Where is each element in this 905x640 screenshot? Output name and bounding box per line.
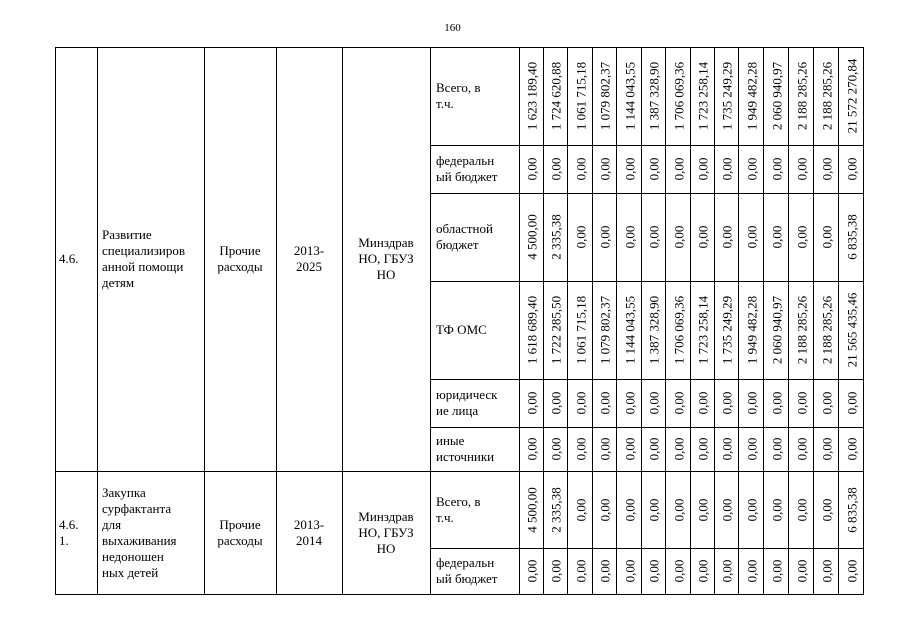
table-rule [714, 47, 715, 595]
amount-cell: 0,00 [573, 391, 588, 415]
amount-cell: 0,00 [794, 559, 809, 583]
amount-cell: 0,00 [794, 157, 809, 181]
amount-cell: 0,00 [744, 391, 759, 415]
amount-cell: 0,00 [646, 157, 662, 181]
amount-cell: 0,00 [844, 157, 859, 181]
amount-cell: 0,00 [719, 391, 735, 415]
funding-source-line: Всего, в [436, 80, 481, 95]
amount-cell: 0,00 [548, 437, 564, 461]
amount-cell: 1 387 328,90 [646, 61, 662, 131]
amount-cell: 0,00 [695, 498, 711, 521]
table-rule [97, 47, 98, 595]
table-rule [55, 471, 864, 472]
amount-cell: 0,00 [548, 391, 564, 415]
table-rule [430, 145, 864, 146]
amount-cell: 0,00 [744, 559, 759, 583]
amount-cell: 0,00 [671, 157, 686, 181]
amount-cell: 0,00 [819, 157, 834, 181]
table-rule [55, 47, 864, 48]
amount-cell: 0,00 [695, 225, 711, 249]
table-rule [430, 281, 864, 282]
amount-cell: 2 188 285,26 [794, 295, 809, 365]
funding-source-line: юридическ [436, 387, 498, 402]
table-rule [838, 47, 839, 595]
amount-cell: 0,00 [548, 559, 564, 583]
table-rule [430, 548, 864, 549]
executor-line: НО, ГБУЗ [358, 251, 414, 266]
funding-source-line: источники [436, 449, 495, 464]
period-line: 2013- [293, 516, 325, 532]
amount-cell: 1 722 285,50 [548, 295, 564, 365]
amount-cell: 0,00 [794, 225, 809, 249]
page-number: 160 [444, 22, 461, 34]
expense-type-line: расходы [217, 259, 263, 274]
amount-cell: 1 144 043,55 [622, 61, 637, 131]
amount-cell: 0,00 [622, 437, 637, 461]
item-code-line: 4.6. [59, 251, 79, 266]
table-rule [276, 47, 277, 595]
amount-cell: 0,00 [646, 498, 662, 521]
funding-source-line: ие лица [436, 403, 479, 418]
amount-cell: 0,00 [646, 391, 662, 415]
amount-cell: 0,00 [671, 391, 686, 415]
amount-cell: 1 061 715,18 [573, 61, 588, 131]
item-name-line: для [102, 516, 122, 532]
amount-cell: 2 060 940,97 [769, 61, 784, 131]
funding-source-line: ТФ ОМС [436, 322, 487, 337]
amount-cell: 0,00 [719, 225, 735, 249]
funding-source [436, 80, 517, 112]
amount-cell: 0,00 [819, 559, 834, 583]
item-name-line: Развитие [102, 227, 152, 242]
amount-cell: 0,00 [719, 157, 735, 181]
item-name-line: выхаживания [102, 532, 177, 548]
amount-cell: 0,00 [597, 391, 613, 415]
amount-cell: 0,00 [769, 225, 784, 249]
amount-cell: 2 188 285,26 [794, 61, 809, 131]
table-rule [738, 47, 739, 595]
amount-cell: 1 144 043,55 [622, 295, 637, 365]
funding-source [436, 433, 517, 465]
amount-cell: 0,00 [646, 559, 662, 583]
amount-cell: 0,00 [597, 157, 613, 181]
item-code [59, 517, 95, 549]
amount-cell: 0,00 [573, 157, 588, 181]
amount-cell: 2 188 285,26 [819, 295, 834, 365]
funding-source-line: ый бюджет [436, 571, 498, 586]
item-code-line: 1. [59, 532, 69, 548]
amount-cell: 0,00 [646, 225, 662, 249]
item-name-line: детям [102, 275, 135, 290]
amount-cell: 0,00 [524, 391, 540, 415]
amount-cell: 0,00 [524, 559, 540, 583]
period [278, 243, 340, 275]
amount-cell: 0,00 [695, 437, 711, 461]
amount-cell: 0,00 [744, 157, 759, 181]
table-rule [543, 47, 544, 595]
executor-line: НО, ГБУЗ [358, 524, 414, 540]
amount-cell: 1 623 189,40 [524, 61, 540, 131]
amount-cell: 0,00 [819, 225, 834, 249]
expense-type-line: расходы [217, 532, 263, 548]
amount-cell: 0,00 [573, 437, 588, 461]
amount-cell: 0,00 [622, 157, 637, 181]
item-name [102, 227, 203, 291]
amount-cell: 4 500,00 [524, 214, 540, 260]
amount-cell: 2 060 940,97 [769, 295, 784, 365]
amount-cell: 0,00 [573, 498, 588, 521]
amount-cell: 0,00 [844, 559, 859, 583]
amount-cell: 0,00 [671, 498, 686, 521]
amount-cell: 0,00 [622, 498, 637, 521]
amount-cell: 0,00 [524, 437, 540, 461]
table-rule [665, 47, 666, 595]
amount-cell: 0,00 [844, 437, 859, 461]
table-rule [430, 193, 864, 194]
table-rule [204, 47, 205, 595]
table-rule [641, 47, 642, 595]
item-code-line: 4.6. [59, 516, 79, 532]
table-rule [567, 47, 568, 595]
amount-cell: 0,00 [719, 437, 735, 461]
funding-source [436, 322, 517, 338]
funding-source-line: ый бюджет [436, 169, 498, 184]
table-rule [430, 427, 864, 428]
amount-cell: 0,00 [671, 225, 686, 249]
table-rule [863, 47, 864, 595]
item-name-line: специализиров [102, 243, 185, 258]
funding-source-line: областной [436, 221, 493, 236]
amount-cell: 4 500,00 [524, 486, 540, 533]
amount-cell: 0,00 [622, 559, 637, 583]
amount-cell: 0,00 [524, 157, 540, 181]
table-rule [519, 47, 520, 595]
amount-cell: 1 949 482,28 [744, 295, 759, 365]
executor [344, 509, 428, 557]
amount-cell: 0,00 [671, 559, 686, 583]
item-name-line: Закупка [102, 484, 146, 500]
amount-cell: 1 949 482,28 [744, 61, 759, 131]
executor-line: Минздрав [358, 508, 414, 524]
funding-source-line: бюджет [436, 237, 479, 252]
table-rule [616, 47, 617, 595]
amount-cell: 0,00 [819, 391, 834, 415]
item-code [59, 251, 95, 267]
amount-cell: 0,00 [548, 157, 564, 181]
amount-cell: 1 735 249,29 [719, 295, 735, 365]
funding-source-line: федеральн [436, 153, 495, 168]
amount-cell: 0,00 [695, 559, 711, 583]
amount-cell: 0,00 [844, 391, 859, 415]
executor-line: Минздрав [358, 235, 414, 250]
amount-cell: 1 079 802,37 [597, 295, 613, 365]
period-line: 2014 [296, 532, 322, 548]
amount-cell: 0,00 [769, 559, 784, 583]
expense-type-line: Прочие [219, 516, 261, 532]
table-rule [342, 47, 343, 595]
item-name [102, 485, 203, 581]
amount-cell: 2 335,38 [548, 214, 564, 260]
expense-type-line: Прочие [219, 243, 261, 258]
amount-cell: 1 706 069,36 [671, 61, 686, 131]
table-rule [55, 594, 864, 595]
amount-cell: 0,00 [769, 157, 784, 181]
amount-cell: 6 835,38 [844, 486, 859, 533]
item-name-line: анной помощи [102, 259, 184, 274]
amount-cell: 0,00 [744, 498, 759, 521]
amount-cell: 0,00 [646, 437, 662, 461]
amount-cell: 0,00 [769, 391, 784, 415]
period [278, 517, 340, 549]
table-rule [763, 47, 764, 595]
table-rule [55, 47, 56, 595]
period-line: 2013- [293, 243, 325, 258]
amount-cell: 0,00 [794, 437, 809, 461]
amount-cell: 21 565 435,46 [844, 292, 859, 368]
amount-cell: 0,00 [769, 498, 784, 521]
amount-cell: 6 835,38 [844, 214, 859, 260]
amount-cell: 0,00 [719, 559, 735, 583]
funding-source [436, 153, 517, 185]
amount-cell: 0,00 [573, 225, 588, 249]
table-rule [690, 47, 691, 595]
amount-cell: 0,00 [695, 157, 711, 181]
period-line: 2025 [296, 259, 322, 274]
amount-cell: 0,00 [719, 498, 735, 521]
amount-cell: 0,00 [744, 437, 759, 461]
amount-cell: 0,00 [819, 437, 834, 461]
table-rule [813, 47, 814, 595]
amount-cell: 21 572 270,84 [844, 58, 859, 134]
table-rule [430, 379, 864, 380]
amount-cell: 0,00 [597, 559, 613, 583]
amount-cell: 1 387 328,90 [646, 295, 662, 365]
amount-cell: 1 079 802,37 [597, 61, 613, 131]
item-name-line: сурфактанта [102, 500, 172, 516]
expense-type [206, 517, 274, 549]
amount-cell: 0,00 [671, 437, 686, 461]
executor [344, 235, 428, 283]
amount-cell: 0,00 [622, 391, 637, 415]
expense-type [206, 243, 274, 275]
amount-cell: 0,00 [622, 225, 637, 249]
amount-cell: 0,00 [573, 559, 588, 583]
funding-source-line: т.ч. [436, 509, 454, 525]
funding-source [436, 221, 517, 253]
item-name-line: недоношен [102, 548, 164, 564]
executor-line: НО [376, 267, 396, 282]
table-rule [430, 47, 431, 595]
amount-cell: 2 335,38 [548, 486, 564, 533]
funding-source [436, 494, 517, 526]
amount-cell: 0,00 [597, 225, 613, 249]
table-rule [788, 47, 789, 595]
item-name-line: ных детей [102, 564, 159, 580]
funding-source-line: т.ч. [436, 96, 454, 111]
amount-cell: 1 723 258,14 [695, 61, 711, 131]
funding-source-line: иные [436, 433, 465, 448]
amount-cell: 0,00 [794, 391, 809, 415]
amount-cell: 0,00 [597, 498, 613, 521]
amount-cell: 1 706 069,36 [671, 295, 686, 365]
amount-cell: 0,00 [744, 225, 759, 249]
amount-cell: 0,00 [695, 391, 711, 415]
amount-cell: 0,00 [819, 498, 834, 521]
amount-cell: 1 061 715,18 [573, 295, 588, 365]
amount-cell: 1 735 249,29 [719, 61, 735, 131]
funding-source-line: Всего, в [436, 493, 481, 509]
amount-cell: 0,00 [769, 437, 784, 461]
amount-cell: 1 723 258,14 [695, 295, 711, 365]
amount-cell: 1 618 689,40 [524, 295, 540, 365]
executor-line: НО [376, 540, 396, 556]
amount-cell: 0,00 [597, 437, 613, 461]
amount-cell: 1 724 620,88 [548, 61, 564, 131]
funding-source [436, 387, 517, 419]
amount-cell: 0,00 [794, 498, 809, 521]
funding-source [436, 555, 517, 587]
table-rule [592, 47, 593, 595]
funding-source-line: федеральн [436, 555, 495, 570]
amount-cell: 2 188 285,26 [819, 61, 834, 131]
